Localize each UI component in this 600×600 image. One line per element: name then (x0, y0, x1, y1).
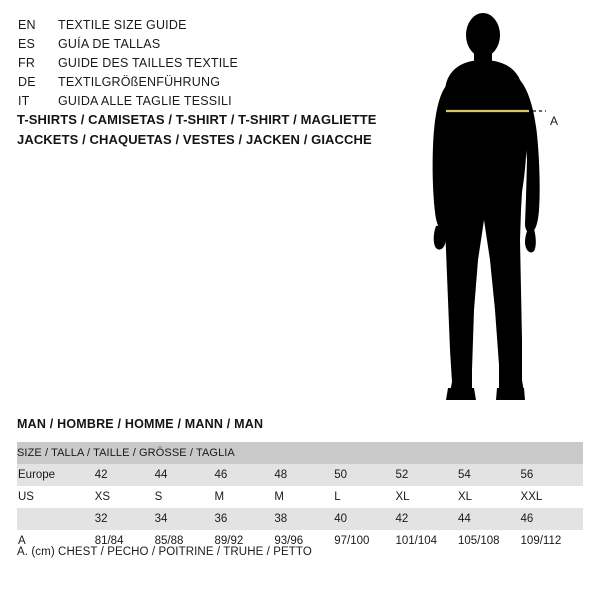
language-text: GUIDA ALLE TAGLIE TESSILI (58, 94, 232, 108)
cell: 105/108 (458, 530, 521, 552)
cell: 97/100 (334, 530, 395, 552)
table-row (17, 464, 583, 486)
cell: L (334, 486, 395, 508)
cell: XXL (521, 486, 583, 508)
language-text: GUIDE DES TAILLES TEXTILE (58, 56, 239, 70)
category-jackets: JACKETS / CHAQUETAS / VESTES / JACKEN / GIACCHE (17, 132, 372, 147)
cell: 50 (334, 464, 395, 486)
language-code: EN (18, 18, 36, 32)
language-code: IT (18, 94, 30, 108)
language-row (18, 35, 398, 54)
cell: 32 (95, 508, 155, 530)
cell: 85/88 (155, 530, 215, 552)
cell: 54 (458, 464, 521, 486)
cell: 40 (334, 508, 395, 530)
language-list (18, 16, 398, 111)
table-row (17, 486, 583, 508)
table-header-label: SIZE / TALLA / TAILLE / GRÖSSE / TAGLIA (17, 442, 583, 464)
language-code: FR (18, 56, 36, 70)
cell: 44 (458, 508, 521, 530)
table-header-row (17, 442, 583, 464)
language-row (18, 73, 398, 92)
cell: 101/104 (395, 530, 458, 552)
cell: XL (395, 486, 458, 508)
table-row (17, 508, 583, 530)
row-label: US (17, 486, 95, 508)
language-row (18, 16, 398, 35)
cell: 46 (521, 508, 583, 530)
cell: 56 (521, 464, 583, 486)
male-silhouette-icon (400, 10, 600, 410)
footnote-chest-measure: A. (cm) CHEST / PECHO / POITRINE / TRUHE / PETTO (17, 546, 312, 558)
cell: 42 (95, 464, 155, 486)
cell: 52 (395, 464, 458, 486)
cell: 109/112 (521, 530, 583, 552)
language-text: TEXTILGRÖßENFÜHRUNG (58, 75, 221, 89)
language-row (18, 92, 398, 111)
cell: 42 (395, 508, 458, 530)
cell: 44 (155, 464, 215, 486)
cell: M (214, 486, 274, 508)
cell: 93/96 (274, 530, 334, 552)
category-headings (17, 110, 437, 150)
cell: 81/84 (95, 530, 155, 552)
language-code: DE (18, 75, 36, 89)
cell: 48 (274, 464, 334, 486)
cell: S (155, 486, 215, 508)
cell: 36 (214, 508, 274, 530)
row-label (17, 508, 95, 530)
row-label: A (17, 530, 95, 552)
language-code: ES (18, 37, 36, 51)
language-text: GUÍA DE TALLAS (58, 37, 161, 51)
cell: XL (458, 486, 521, 508)
body-figure (400, 10, 600, 410)
cell: 89/92 (214, 530, 274, 552)
cell: 34 (155, 508, 215, 530)
section-heading-man: MAN / HOMBRE / HOMME / MANN / MAN (17, 417, 264, 431)
cell: 38 (274, 508, 334, 530)
cell: M (274, 486, 334, 508)
language-text: TEXTILE SIZE GUIDE (58, 18, 187, 32)
category-tshirts: T-SHIRTS / CAMISETAS / T-SHIRT / T-SHIRT / MAGLIETTE (17, 112, 377, 127)
row-label: Europe (17, 464, 95, 486)
size-table (17, 442, 583, 552)
language-row (18, 54, 398, 73)
measure-label-a: A (550, 114, 559, 128)
cell: XS (95, 486, 155, 508)
cell: 46 (214, 464, 274, 486)
